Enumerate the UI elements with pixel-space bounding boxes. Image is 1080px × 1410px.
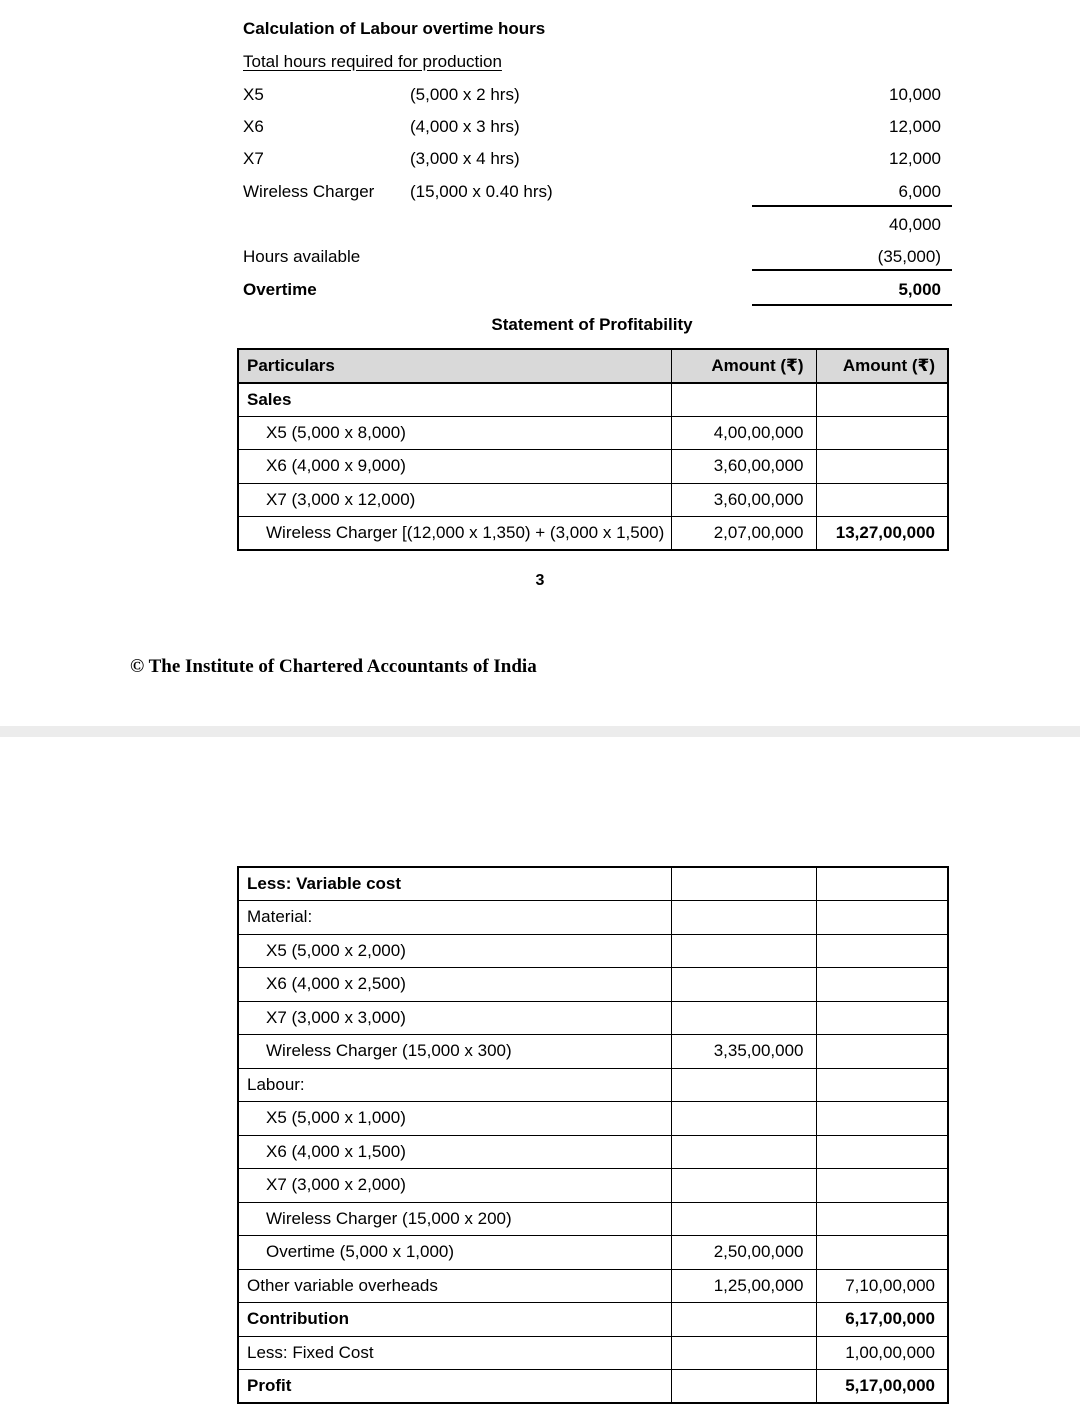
hours-available-row (243, 247, 941, 269)
hours-formula: (15,000 x 0.40 hrs) (410, 182, 553, 201)
sum-rule (752, 205, 952, 207)
cell-amount-2 (816, 1236, 948, 1270)
hours-available-value: (35,000) (877, 247, 941, 266)
table-row (238, 483, 948, 517)
cell-particulars: X6 (4,000 x 2,500) (238, 968, 671, 1002)
sum-rule (752, 304, 952, 306)
cell-particulars: Less: Variable cost (238, 867, 671, 901)
cell-particulars: Profit (238, 1370, 671, 1404)
cell-amount-1 (671, 1202, 816, 1236)
table-row (238, 1269, 948, 1303)
hours-formula: (3,000 x 4 hrs) (410, 149, 520, 168)
table-row (238, 1135, 948, 1169)
product-label: X6 (243, 117, 264, 136)
product-label: Wireless Charger (243, 182, 375, 201)
cell-amount-2: 7,10,00,000 (816, 1269, 948, 1303)
cell-amount-2 (816, 968, 948, 1002)
table-row (238, 867, 948, 901)
cell-amount-2: 6,17,00,000 (816, 1303, 948, 1337)
cell-particulars: X7 (3,000 x 12,000) (238, 483, 671, 517)
cell-amount-2 (816, 1169, 948, 1203)
cell-amount-2 (816, 383, 948, 417)
cell-particulars: Wireless Charger (15,000 x 200) (238, 1202, 671, 1236)
cell-amount-1 (671, 968, 816, 1002)
profitability-table (237, 348, 949, 551)
cell-amount-1 (671, 1001, 816, 1035)
cell-particulars: X5 (5,000 x 1,000) (238, 1102, 671, 1136)
table-row (238, 1370, 948, 1404)
table-row (238, 1068, 948, 1102)
cell-amount-2 (816, 934, 948, 968)
overtime-row-x5 (243, 85, 941, 107)
cell-particulars: X5 (5,000 x 2,000) (238, 934, 671, 968)
cell-amount-1 (671, 1370, 816, 1404)
hours-formula: (4,000 x 3 hrs) (410, 117, 520, 136)
cell-amount-2 (816, 1068, 948, 1102)
cell-amount-1 (671, 383, 816, 417)
total-hours-value: 40,000 (889, 215, 941, 234)
cell-amount-1: 2,50,00,000 (671, 1236, 816, 1270)
overtime-label: Overtime (243, 280, 317, 299)
hours-value: 10,000 (889, 85, 941, 104)
cell-particulars: X7 (3,000 x 2,000) (238, 1169, 671, 1203)
table-row (238, 1202, 948, 1236)
table-row (238, 934, 948, 968)
table-row (238, 1102, 948, 1136)
table-row (238, 1303, 948, 1337)
cell-particulars: Other variable overheads (238, 1269, 671, 1303)
pdf-page-2 (0, 737, 1080, 1410)
table-row (238, 1001, 948, 1035)
cell-amount-2 (816, 1102, 948, 1136)
cell-amount-2 (816, 1202, 948, 1236)
overtime-total-row (243, 280, 941, 302)
table-row (238, 968, 948, 1002)
cell-particulars: Wireless Charger (15,000 x 300) (238, 1035, 671, 1069)
overtime-section-subtitle: Total hours required for production (243, 52, 502, 71)
cell-amount-2 (816, 1001, 948, 1035)
header-amount-2: Amount (₹) (816, 349, 948, 383)
hours-value: 12,000 (889, 149, 941, 168)
cell-amount-1 (671, 1102, 816, 1136)
table-row (238, 1169, 948, 1203)
cell-particulars: Contribution (238, 1303, 671, 1337)
cell-amount-1 (671, 1303, 816, 1337)
page-gap (0, 726, 1080, 737)
profitability-table-title: Statement of Profitability (491, 315, 693, 334)
cell-amount-2 (816, 1035, 948, 1069)
cell-amount-1 (671, 867, 816, 901)
cell-particulars: Wireless Charger [(12,000 x 1,350) + (3,000 x 1,500) (238, 517, 671, 551)
overtime-row-x6 (243, 117, 941, 139)
cell-amount-2 (816, 867, 948, 901)
copyright-notice: © The Institute of Chartered Accountants of India (130, 656, 537, 677)
sum-rule (752, 269, 952, 271)
table-row (238, 416, 948, 450)
cell-amount-2 (816, 450, 948, 484)
cell-particulars: X6 (4,000 x 1,500) (238, 1135, 671, 1169)
cell-amount-1: 3,60,00,000 (671, 483, 816, 517)
cell-amount-2 (816, 416, 948, 450)
cell-particulars: Labour: (238, 1068, 671, 1102)
cell-amount-1 (671, 1068, 816, 1102)
table-header-row (238, 349, 948, 383)
header-particulars: Particulars (238, 349, 671, 383)
overtime-value: 5,000 (898, 280, 941, 299)
table-row (238, 1336, 948, 1370)
cell-particulars: X6 (4,000 x 9,000) (238, 450, 671, 484)
cell-amount-1 (671, 1135, 816, 1169)
page-number: 3 (535, 572, 545, 589)
cell-particulars: X7 (3,000 x 3,000) (238, 1001, 671, 1035)
cell-particulars: X5 (5,000 x 8,000) (238, 416, 671, 450)
product-label: X7 (243, 149, 264, 168)
hours-value: 12,000 (889, 117, 941, 136)
table-row (238, 450, 948, 484)
cell-amount-1 (671, 934, 816, 968)
cell-amount-2: 13,27,00,000 (816, 517, 948, 551)
header-amount-1: Amount (₹) (671, 349, 816, 383)
cell-amount-1: 3,60,00,000 (671, 450, 816, 484)
cell-amount-2: 5,17,00,000 (816, 1370, 948, 1404)
table-row (238, 901, 948, 935)
table-row (238, 383, 948, 417)
cell-amount-2 (816, 901, 948, 935)
cell-particulars: Less: Fixed Cost (238, 1336, 671, 1370)
table-row (238, 1236, 948, 1270)
total-hours-row (243, 215, 941, 237)
cell-particulars: Overtime (5,000 x 1,000) (238, 1236, 671, 1270)
cell-amount-2 (816, 1135, 948, 1169)
cell-particulars: Sales (238, 383, 671, 417)
product-label: X5 (243, 85, 264, 104)
overtime-row-wireless-charger (243, 182, 941, 204)
cell-particulars: Material: (238, 901, 671, 935)
cell-amount-1 (671, 901, 816, 935)
hours-formula: (5,000 x 2 hrs) (410, 85, 520, 104)
hours-available-label: Hours available (243, 247, 361, 266)
cell-amount-1 (671, 1336, 816, 1370)
overtime-section-title: Calculation of Labour overtime hours (243, 19, 546, 38)
cell-amount-1: 1,25,00,000 (671, 1269, 816, 1303)
cell-amount-1: 2,07,00,000 (671, 517, 816, 551)
table-row (238, 517, 948, 551)
table-row (238, 1035, 948, 1069)
cell-amount-2 (816, 483, 948, 517)
overtime-row-x7 (243, 149, 941, 171)
cell-amount-1: 4,00,00,000 (671, 416, 816, 450)
cell-amount-1 (671, 1169, 816, 1203)
hours-value: 6,000 (898, 182, 941, 201)
variable-cost-table (237, 866, 949, 1404)
cell-amount-1: 3,35,00,000 (671, 1035, 816, 1069)
cell-amount-2: 1,00,00,000 (816, 1336, 948, 1370)
